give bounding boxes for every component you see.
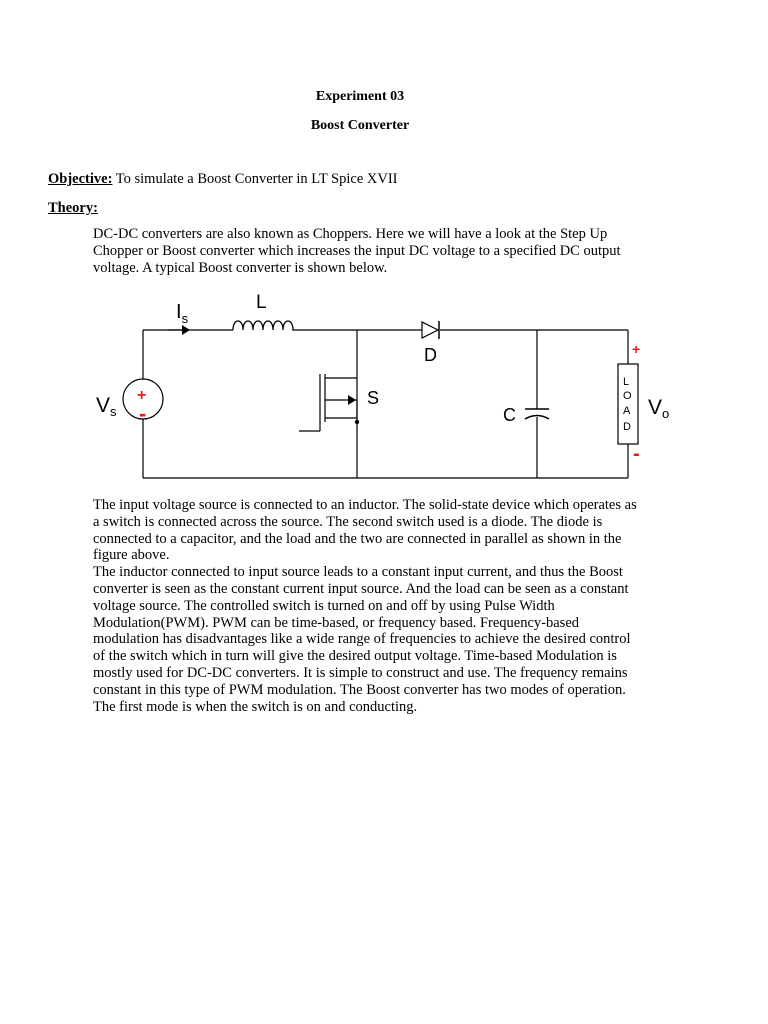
theory-line bbox=[48, 200, 98, 216]
inductor-icon bbox=[233, 321, 295, 330]
load-letter: O bbox=[623, 390, 632, 402]
boost-converter-circuit-diagram bbox=[90, 288, 690, 488]
load-letter: A bbox=[623, 405, 631, 417]
body-line: constant in this type of PWM modulation. The Boost converter has two modes of operation. bbox=[93, 681, 626, 698]
intro-line: DC-DC converters are also known as Choppers. Here we will have a look at the Step Up bbox=[93, 226, 608, 242]
load-letter: D bbox=[623, 421, 631, 433]
body-line: connected to a capacitor, and the load and the two are connected in parallel as shown in the bbox=[93, 530, 622, 547]
intro-line: Chopper or Boost converter which increases the input DC voltage to a specified DC output bbox=[93, 242, 621, 259]
source-minus-sign: - bbox=[139, 401, 147, 426]
page-title: Experiment 03 bbox=[315, 89, 405, 104]
body-line: Modulation(PWM). PWM can be time-based, or frequency based. Frequency-based bbox=[93, 614, 580, 631]
body-line: figure above. bbox=[93, 547, 170, 564]
objective-text: To simulate a Boost Converter in LT Spice XVII bbox=[112, 171, 398, 187]
objective-label: Objective: bbox=[48, 171, 113, 187]
body-line: The inductor connected to input source leads to a constant input current, and thus the Boost bbox=[93, 564, 623, 581]
theory-label: Theory: bbox=[48, 200, 98, 216]
diode-icon bbox=[422, 321, 439, 339]
page-subtitle: Boost Converter bbox=[310, 118, 410, 133]
body-line: a switch is connected across the source. The second switch used is a diode. The diode is bbox=[93, 513, 603, 530]
load-plus-sign: + bbox=[632, 341, 641, 357]
intro-line: voltage. A typical Boost converter is shown below. bbox=[93, 259, 388, 276]
body-paragraph bbox=[93, 497, 693, 715]
load-letter: L bbox=[623, 376, 630, 388]
source-voltage-label: Vs bbox=[96, 394, 117, 419]
capacitor-label: C bbox=[503, 405, 516, 425]
inductor-label: L bbox=[256, 292, 267, 313]
output-voltage-label: Vo bbox=[648, 396, 670, 421]
body-line: of the switch which in turn will give the desired output voltage. Time-based Modulation is bbox=[93, 648, 617, 665]
body-line: mostly used for DC-DC converters. It is simple to construct and use. The frequency remains bbox=[93, 664, 628, 681]
junction-dot-icon bbox=[355, 420, 359, 424]
objective-line bbox=[48, 171, 397, 187]
body-line: voltage source. The controlled switch is turned on and off by using Pulse Width bbox=[93, 597, 555, 614]
body-line: The input voltage source is connected to an inductor. The solid-state device which operates as bbox=[93, 497, 637, 513]
switch-arrow-icon bbox=[348, 395, 356, 405]
circuit-wires bbox=[143, 330, 628, 478]
intro-paragraph bbox=[93, 226, 693, 276]
source-plus-sign: + bbox=[137, 387, 147, 404]
body-line: The first mode is when the switch is on and conducting. bbox=[93, 698, 418, 715]
switch-label: S bbox=[367, 388, 380, 408]
body-line: modulation has disadvantages like a wide range of frequencies to achieve the desired control bbox=[93, 631, 631, 648]
load-minus-sign: - bbox=[633, 443, 640, 465]
diode-label: D bbox=[424, 345, 437, 365]
body-line: converter is seen as the constant current input source. And the load can be seen as a constant bbox=[93, 580, 629, 597]
current-label: $I_s$ bbox=[176, 301, 189, 326]
